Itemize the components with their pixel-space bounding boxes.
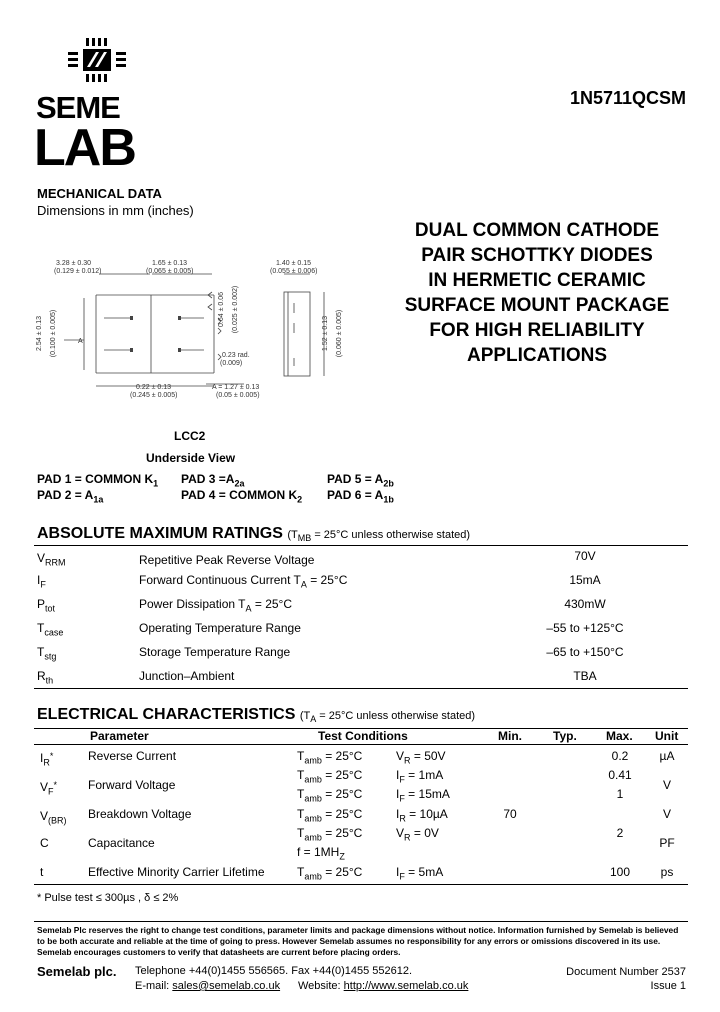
abs-row-2-desc-text: Forward Continuous Current T <box>139 573 301 587</box>
dim-6-mm: 1.52 ± 0.13 <box>321 316 329 351</box>
ir-temp-sub: amb <box>304 755 322 766</box>
abs-row-3-value: 430mW <box>564 597 606 611</box>
dim-5-mm: 0.64 ± 0.06 <box>217 292 225 327</box>
pad-1 <box>37 472 158 488</box>
package-drawing <box>35 258 364 408</box>
abs-row-3-sym-sub: tot <box>45 603 56 614</box>
pad-6 <box>327 488 394 504</box>
email-label: E-mail: <box>135 980 170 992</box>
logo-seme-text: SEME <box>36 90 120 125</box>
description-line-3: IN HERMETIC CERAMIC <box>428 270 646 291</box>
vf-star: * <box>53 780 58 790</box>
c-temp <box>297 826 362 842</box>
c-temp-t: T <box>297 826 305 840</box>
vf-sym-sub: F <box>48 786 54 797</box>
document-number: Document Number 2537 <box>566 966 686 978</box>
abs-row-5-value: –65 to +150°C <box>546 645 624 659</box>
dim-4-mm: 2.54 ± 0.13 <box>35 316 43 351</box>
abs-max-condition <box>287 529 471 544</box>
dim-7-inch <box>220 360 242 367</box>
vf2-cond-i: I <box>396 787 400 801</box>
ir-parameter: Reverse Current <box>88 749 177 763</box>
dim-9-in: (0.05 ± 0.005) <box>216 392 260 399</box>
pad-5-label: PAD 5 = A <box>327 472 384 486</box>
pad-6-label: PAD 6 = A <box>327 488 384 502</box>
vf1-cond-i: I <box>396 768 400 782</box>
dim-5-inch <box>232 286 239 333</box>
issue-number: Issue 1 <box>650 980 686 992</box>
pad-3 <box>181 472 244 488</box>
vf2-cond-post: = 15mA <box>404 787 450 801</box>
abs-max-rule-bottom <box>34 688 688 689</box>
pad-1-sub: 1 <box>153 478 159 489</box>
email-link[interactable]: sales@semelab.co.uk <box>172 980 281 992</box>
vf1-temp-t: T <box>297 768 305 782</box>
pad-6-sub: 1b <box>383 494 394 505</box>
dim-a-text: A <box>78 338 83 345</box>
abs-row-4-sym <box>37 621 63 637</box>
vbr-sym-text: V <box>40 809 49 823</box>
vbr-min: 70 <box>503 807 517 821</box>
pad-1-label: PAD 1 = COMMON K <box>37 472 154 486</box>
header-unit: Unit <box>655 729 679 743</box>
header-max: Max. <box>606 729 633 743</box>
c-freq-sub: Z <box>339 851 345 862</box>
package-name: LCC2 <box>174 429 206 443</box>
pad-3-label: PAD 3 =A <box>181 472 235 486</box>
dim-3-mm: 1.40 ± 0.15 <box>276 260 311 267</box>
abs-row-3-desc <box>139 597 292 613</box>
abs-row-2-desc-sub: A <box>300 579 307 590</box>
vf-symbol <box>40 780 57 796</box>
abs-row-6-value: TBA <box>573 669 597 683</box>
vf2-temp-post: = 25°C <box>321 787 363 801</box>
abs-max-rule-top <box>34 545 688 546</box>
dim-3-in: (0.055 ± 0.006) <box>270 268 318 275</box>
t-temp-post: = 25°C <box>321 865 363 879</box>
description-line-5: FOR HIGH RELIABILITY <box>429 320 645 341</box>
abs-row-1-value: 70V <box>574 549 596 563</box>
dim-9-mm: A = 1.27 ± 0.13 <box>212 384 260 391</box>
t-temp-t: T <box>297 865 305 879</box>
dim-2-in: (0.065 ± 0.005) <box>146 268 194 275</box>
abs-row-4-sym-sub: case <box>44 627 64 638</box>
abs-row-6-sym-text: R <box>37 669 46 683</box>
vbr-temp-sub: amb <box>304 813 322 824</box>
vf1-max: 0.41 <box>608 768 632 782</box>
pad-5-sub: 2b <box>383 478 394 489</box>
dim-7-mm: 0.23 <box>222 352 236 359</box>
dim-7 <box>222 352 250 359</box>
abs-row-5-sym <box>37 645 56 661</box>
elec-cond-post: = 25°C unless otherwise stated) <box>316 710 476 722</box>
abs-row-5-sym-text: T <box>37 645 45 659</box>
elec-rule-header <box>34 744 688 745</box>
abs-row-4-sym-text: T <box>37 621 45 635</box>
ir-temp <box>297 749 362 765</box>
pad-4-sub: 2 <box>297 494 303 505</box>
t-cond-i: I <box>396 865 400 879</box>
vf2-temp-sub: amb <box>304 793 322 804</box>
logo-lab-text: LAB <box>34 119 135 177</box>
vbr-cond-post: = 10µA <box>405 807 448 821</box>
disclaimer <box>37 925 687 958</box>
dim-6-inch <box>336 310 343 357</box>
t-temp-sub: amb <box>304 871 322 882</box>
header-min: Min. <box>498 729 522 743</box>
t-parameter: Effective Minority Carrier Lifetime <box>88 865 265 879</box>
vf-parameter: Forward Voltage <box>88 778 176 792</box>
vbr-cond-i: I <box>396 807 400 821</box>
vbr-symbol <box>40 809 67 825</box>
abs-row-2-value: 15mA <box>569 573 601 587</box>
abs-row-1-desc <box>139 553 314 567</box>
abs-row-1-desc-text: Repetitive Peak Reverse Voltage <box>139 553 315 567</box>
c-cond-sub: R <box>404 832 411 843</box>
t-unit: ps <box>660 865 674 879</box>
dim-8-mm: 0.22 ± 0.13 <box>136 384 171 391</box>
dim-6 <box>322 316 329 351</box>
pad-5 <box>327 472 394 488</box>
ir-temp-post: = 25°C <box>321 749 363 763</box>
abs-max-cond-sub: MB <box>297 533 312 544</box>
dim-4 <box>36 316 43 351</box>
abs-row-3-sym-text: P <box>37 597 46 611</box>
dim-7-rad: rad. <box>237 352 250 359</box>
ir-unit: µA <box>659 749 675 763</box>
elec-title <box>37 706 475 724</box>
pad-4 <box>181 488 302 504</box>
description-line-1: DUAL COMMON CATHODE <box>414 220 660 241</box>
description-line-6: APPLICATIONS <box>466 345 608 366</box>
c-unit: PF <box>659 836 675 850</box>
dim-4-inch <box>50 310 57 357</box>
abs-row-1-sym-text: V <box>37 551 46 565</box>
abs-row-6-desc: Junction–Ambient <box>139 669 235 683</box>
email-row <box>135 980 280 992</box>
ir-temp-t: T <box>297 749 305 763</box>
c-temp-sub: amb <box>304 832 322 843</box>
t-condition <box>396 865 443 881</box>
disclaimer-line-1: Semelab Plc reserves the right to change test conditions, parameter limits and package dimensions without notice. Information furnished by Semelab is believed <box>37 925 679 935</box>
company-name: Semelab plc. <box>37 964 117 979</box>
ir-symbol <box>40 751 53 767</box>
dim-2-mm: 1.65 ± 0.13 <box>152 260 187 267</box>
vbr-parameter: Breakdown Voltage <box>88 807 192 821</box>
abs-row-2-sym <box>37 573 46 589</box>
c-condition <box>396 826 439 842</box>
mechanical-data-title: MECHANICAL DATA <box>37 186 162 201</box>
website-row <box>298 980 468 992</box>
vbr-temp-t: T <box>297 807 305 821</box>
vbr-cond-sub: R <box>399 813 406 824</box>
dim-a-label <box>78 338 83 345</box>
abs-max-cond-post: = 25°C unless otherwise stated) <box>311 529 471 541</box>
elec-rule-bottom <box>34 884 688 885</box>
abs-row-3-desc-sub: A <box>245 603 252 614</box>
abs-max-heading: ABSOLUTE MAXIMUM RATINGS <box>37 525 283 542</box>
vbr-condition <box>396 807 448 823</box>
abs-row-3-sym <box>37 597 55 613</box>
c-parameter: Capacitance <box>88 836 155 850</box>
pad-2-label: PAD 2 = A <box>37 488 94 502</box>
abs-row-2-sym-sub: F <box>40 579 46 590</box>
dim-5 <box>218 292 225 327</box>
part-number: 1N5711QCSM <box>569 88 686 108</box>
c-freq-text: f = 1MH <box>297 845 340 859</box>
disclaimer-line-2: to be both accurate and reliable at the time of going to press. However Semelab assumes no responsibility for any errors or omissions discovered in its use. <box>37 936 661 946</box>
abs-row-1-sym <box>37 551 66 567</box>
t-cond-sub: F <box>399 871 405 882</box>
dim-7-in: (0.009) <box>220 360 243 367</box>
dim-5-in: (0.025 ± 0.002) <box>232 285 240 334</box>
dim-1-mm: 3.28 ± 0.30 <box>56 260 91 267</box>
abs-row-3-desc-post: = 25°C <box>251 597 293 611</box>
vbr-unit: V <box>662 807 671 821</box>
vbr-temp-post: = 25°C <box>321 807 363 821</box>
vf2-condition <box>396 787 450 803</box>
telephone-fax: Telephone +44(0)1455 556565. Fax +44(0)1455 552612. <box>135 965 413 977</box>
c-cond-post: = 0V <box>410 826 439 840</box>
dim-1-inch <box>54 268 101 275</box>
ir-condition <box>396 749 446 765</box>
dim-9 <box>212 384 259 391</box>
elec-cond-sub: A <box>310 714 317 725</box>
vf-sym-text: V <box>40 780 49 794</box>
c-cond-v: V <box>396 826 405 840</box>
pad-2 <box>37 488 103 504</box>
pad-3-sub: 2a <box>234 478 245 489</box>
ir-star: * <box>49 751 54 761</box>
dim-1-in: (0.129 ± 0.012) <box>54 268 102 275</box>
package-outline-drawing <box>44 258 364 408</box>
vbr-temp <box>297 807 362 823</box>
header-parameter: Parameter <box>90 729 149 743</box>
vf-unit: V <box>662 778 671 792</box>
ir-max: 0.2 <box>611 749 629 763</box>
abs-row-6-sym <box>37 669 53 685</box>
vf2-cond-sub: F <box>399 793 405 804</box>
vf2-max: 1 <box>616 787 624 801</box>
dimensions-subtitle: Dimensions in mm (inches) <box>37 203 194 218</box>
abs-row-5-sym-sub: stg <box>44 651 57 662</box>
vf2-temp-t: T <box>297 787 305 801</box>
header-test-conditions: Test Conditions <box>318 729 408 743</box>
dim-3-inch <box>270 268 317 275</box>
t-symbol: t <box>40 865 44 879</box>
description-line-2: PAIR SCHOTTKY DIODES <box>421 245 653 266</box>
t-temp <box>297 865 362 881</box>
abs-row-5-desc: Storage Temperature Range <box>139 645 291 659</box>
abs-row-2-desc <box>139 573 347 589</box>
abs-row-6-sym-sub: th <box>45 675 54 686</box>
vf1-cond-post: = 1mA <box>404 768 444 782</box>
website-link[interactable]: http://www.semelab.co.uk <box>343 980 469 992</box>
ir-cond-v: V <box>396 749 405 763</box>
abs-row-1-sym-sub: RRM <box>45 557 66 568</box>
pad-2-sub: 1a <box>93 494 104 505</box>
t-max: 100 <box>609 865 631 879</box>
abs-row-3-desc-text: Power Dissipation T <box>139 597 246 611</box>
product-description <box>372 218 702 368</box>
ir-cond-post: = 50V <box>410 749 446 763</box>
abs-max-title <box>37 525 470 543</box>
abs-row-4-value: –55 to +125°C <box>546 621 624 635</box>
pad-4-label: PAD 4 = COMMON K <box>181 488 298 502</box>
abs-row-2-desc-post: = 25°C <box>306 573 348 587</box>
dim-2-inch <box>146 268 193 275</box>
dim-6-in: (0.060 ± 0.005) <box>336 309 344 358</box>
c-frequency <box>297 845 345 861</box>
dim-1 <box>56 260 91 267</box>
dim-9-inch <box>216 392 260 399</box>
vbr-sym-sub: (BR) <box>48 815 67 826</box>
logo-mark-icon <box>66 38 132 84</box>
dim-8 <box>136 384 171 391</box>
header-typ: Typ. <box>553 729 577 743</box>
abs-row-4-desc: Operating Temperature Range <box>139 621 301 635</box>
vf1-condition <box>396 768 443 784</box>
vf1-temp <box>297 768 362 784</box>
dim-8-in: (0.245 ± 0.005) <box>130 392 178 399</box>
website-label: Website: <box>298 980 341 992</box>
ir-cond-sub: R <box>404 755 411 766</box>
vf1-cond-sub: F <box>399 774 405 785</box>
elec-cond-pre: (T <box>299 710 311 722</box>
dim-4-in: (0.100 ± 0.005) <box>50 309 58 358</box>
pulse-test-note: * Pulse test ≤ 300µs , δ ≤ 2% <box>37 892 179 904</box>
dim-3 <box>276 260 311 267</box>
vf2-temp <box>297 787 362 803</box>
dim-2 <box>152 260 187 267</box>
description-line-4: SURFACE MOUNT PACKAGE <box>404 295 670 316</box>
abs-max-cond-pre: (T <box>287 529 298 541</box>
disclaimer-line-3: Semelab encourages customers to verify that datasheets are current before placing orders. <box>37 947 401 957</box>
abs-row-2-sym-text: I <box>37 573 41 587</box>
t-cond-post: = 5mA <box>404 865 444 879</box>
ir-sym-sub: R <box>43 757 50 768</box>
ir-sym-text: I <box>40 751 44 765</box>
c-max: 2 <box>616 826 624 840</box>
elec-condition <box>299 710 476 725</box>
footer-rule <box>34 921 688 922</box>
semelab-logo <box>34 38 161 177</box>
c-symbol: C <box>40 836 49 850</box>
dim-8-inch <box>130 392 177 399</box>
vf1-temp-sub: amb <box>304 774 322 785</box>
c-temp-post: = 25°C <box>321 826 363 840</box>
package-view: Underside View <box>146 451 236 465</box>
elec-heading: ELECTRICAL CHARACTERISTICS <box>37 706 296 723</box>
vf1-temp-post: = 25°C <box>321 768 363 782</box>
